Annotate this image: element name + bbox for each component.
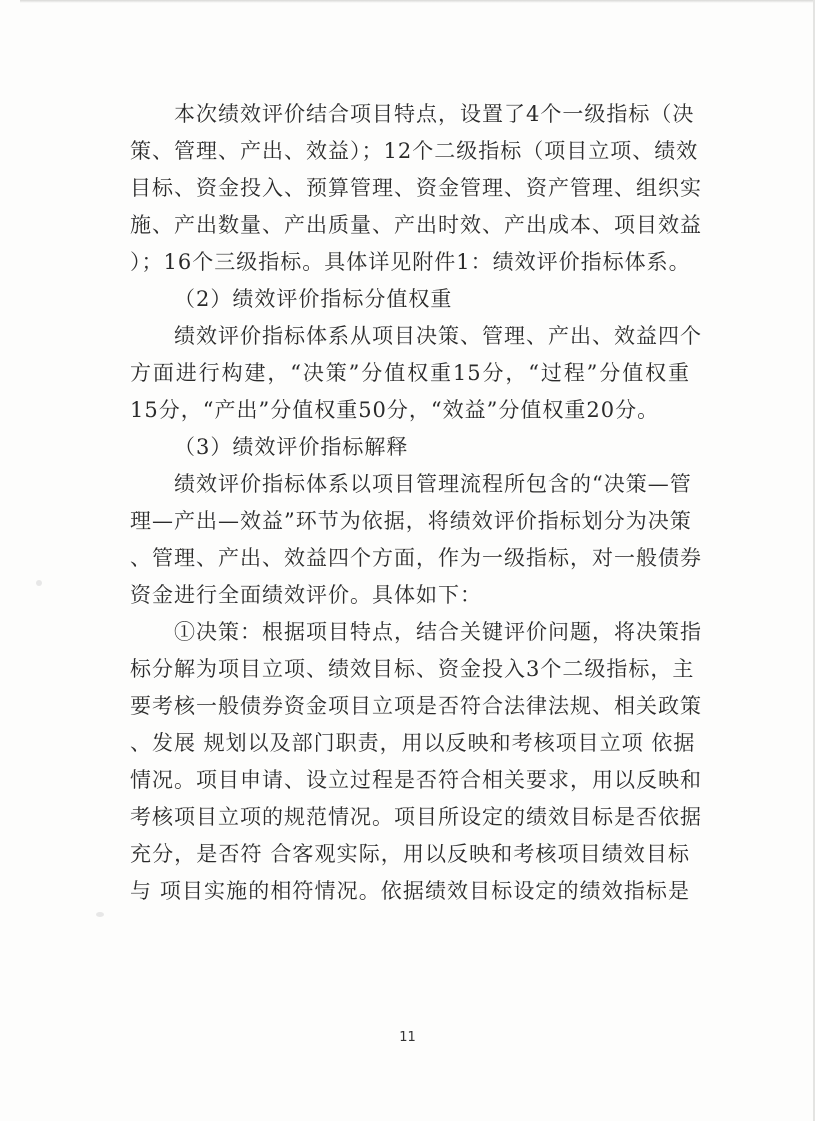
paragraph-4-line-4: 、发展 规划以及部门职责，用以反映和考核项目立项 依据 [130,731,696,755]
paragraph-1-line-1: 本次绩效评价结合项目特点，设置了4个一级指标（决 [174,102,695,126]
scan-speck [96,912,104,917]
page-number: 11 [399,1030,416,1045]
paragraph-3-line-3: 、管理、产出、效益四个方面，作为一级指标，对一般债券 [130,546,702,570]
paragraph-4-line-5: 情况。项目申请、设立过程是否符合相关要求，用以反映和 [130,768,702,792]
paragraph-1-line-4: 施、产出数量、产出质量、产出时效、产出成本、项目效益 [130,213,702,237]
paragraph-3-line-4: 资金进行全面绩效评价。具体如下： [130,583,482,607]
paragraph-3-line-1: 绩效评价指标体系以项目管理流程所包含的“决策—管 [174,472,692,496]
scan-speck [36,580,42,586]
paragraph-4-line-3: 要考核一般债券资金项目立项是否符合法律法规、相关政策 [130,694,702,718]
paragraph-1-line-5: ）；16个三级指标。具体详见附件1：绩效评价指标体系。 [130,250,691,274]
paragraph-2-line-2: 方面进行构建，“决策”分值权重15分，“过程”分值权重 [130,361,690,385]
paragraph-2-line-1: 绩效评价指标体系从项目决策、管理、产出、效益四个 [174,324,702,348]
paragraph-4-line-6: 考核项目立项的规范情况。项目所设定的绩效目标是否依据 [130,805,702,829]
document-body [130,96,702,910]
paragraph-2-line-3: 15分，“产出”分值权重50分，“效益”分值权重20分。 [130,398,660,422]
paragraph-1-line-2: 策、管理、产出、效益）；12个二级指标（项目立项、绩效 [130,139,699,163]
paragraph-4-line-8: 与 项目实施的相符情况。依据绩效目标设定的绩效指标是 [130,879,690,903]
paragraph-1-line-3: 目标、资金投入、预算管理、资金管理、资产管理、组织实 [130,176,702,200]
top-edge-shadow [20,0,815,3]
section-heading-3: （3）绩效评价指标解释 [174,435,409,459]
paragraph-4-line-2: 标分解为项目立项、绩效目标、资金投入3个二级指标，主 [130,657,695,681]
paragraph-4-line-7: 充分，是否符 合客观实际，用以反映和考核项目绩效目标 [130,842,690,866]
paragraph-4-line-1: ①决策：根据项目特点，结合关键评价问题，将决策指 [174,620,702,644]
section-heading-2: （2）绩效评价指标分值权重 [174,287,453,311]
paragraph-3-line-2: 理—产出—效益”环节为依据，将绩效评价指标划分为决策 [130,509,692,533]
